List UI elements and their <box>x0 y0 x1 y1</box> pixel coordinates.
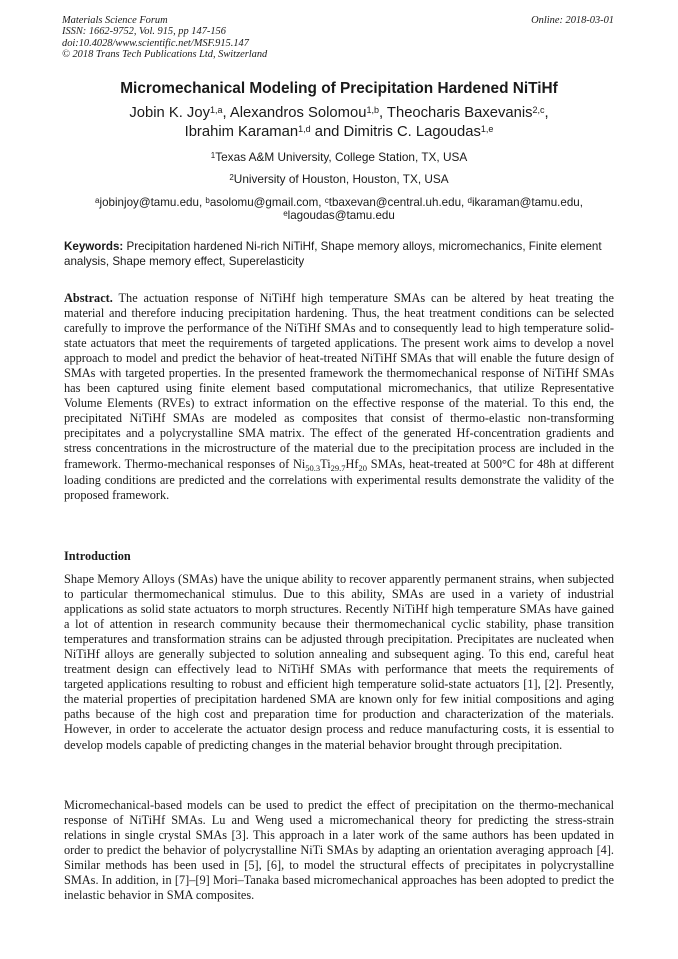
journal-header <box>62 15 267 61</box>
author-name: Jobin K. Joy <box>129 105 210 121</box>
email-sup: c <box>324 196 329 205</box>
affiliation-1 <box>40 151 638 164</box>
author-sup: 1,e <box>480 124 494 134</box>
affiliation-sup: 1 <box>210 151 216 160</box>
author-line-1 <box>40 104 638 123</box>
formula-hf: Hf <box>345 456 359 471</box>
email-link[interactable]: lagoudas@tamu.edu <box>287 209 395 222</box>
affiliation-text: Texas A&M University, College Station, TX, USA <box>215 150 468 164</box>
email-sep: , <box>198 196 206 209</box>
formula-ti: Ti <box>320 456 331 471</box>
author-list <box>40 104 638 142</box>
email-link[interactable]: asolomu@gmail.com <box>209 196 319 209</box>
email-sup: d <box>467 196 472 205</box>
paper-title: Micromechanical Modeling of Precipitation Hardened NiTiHf <box>120 80 558 97</box>
keywords-block <box>64 240 616 270</box>
author-sup: 1,d <box>298 124 311 134</box>
author-sup: 1,a <box>209 105 223 115</box>
author-name: Alexandros Solomou <box>229 105 367 121</box>
affiliation-text: University of Houston, Houston, TX, USA <box>233 172 449 186</box>
email-sep: , <box>318 196 325 209</box>
author-line-2 <box>40 123 638 142</box>
formula-hf-sub: 20 <box>358 462 368 473</box>
email-sup: b <box>205 196 210 205</box>
issn-line: ISSN: 1662-9752, Vol. 915, pp 147-156 <box>62 26 226 38</box>
email-sup: a <box>95 196 100 205</box>
author-sep: , <box>544 105 549 121</box>
formula-ni: Ni <box>292 456 306 471</box>
formula-ti-sub: 29.7 <box>330 462 346 473</box>
email-link[interactable]: ikaraman@tamu.edu, <box>471 196 583 209</box>
author-sep: and <box>310 124 344 140</box>
introduction-paragraph-1: Shape Memory Alloys (SMAs) have the unique ability to recover apparently permanent strains, when subjected to particular thermomechanical stimulus. Due to this ability, SMAs are used in a variety of industrial applications as solid state actuators to morph structures. Recently NiTiHf high temperature SMAs have gained a lot of attention in research community because their thermomechanical cyclic stability, phase transition temperatures and transformation strains can be adjusted through precipitation. Precipitates are nucleated when NiTiHf alloys are generally subjected to solution annealing and subsequent aging. To this end, careful heat treatment design can effectively lead to NiTiHf SMAs with performance that meets the requirements of targeted applications resulting to robust and efficient high temperature solid-state actuators [1], [2]. Presently, the material properties of precipitation hardened SMA are known only for few initial compositions and aging paths because of the high cost and preparation time for production and characterization of the materials. However, in order to accelerate the actuator design process and reduce manufacturing costs, it is essential to develop models capable of predicting changes in the material behavior brought through precipitation. <box>64 572 614 752</box>
author-sup: 1,b <box>366 105 379 115</box>
keywords-text: Precipitation hardened Ni-rich NiTiHf, Shape memory alloys, micromechanics, Finite element analysis, Shape memory effect, Superelasticity <box>64 240 602 268</box>
email-link[interactable]: tbaxevan@central.uh.edu <box>328 196 462 209</box>
introduction-paragraph-2: Micromechanical-based models can be used to predict the effect of precipitation on the thermo-mechanical response of NiTiHf SMAs. Lu and Weng used a micromechanical theory for predicting the stress-strain relations in single crystal SMAs [3]. This approach in a later work of the same authors has been updated in order to predict the behavior of polycrystalline NiTi SMAs by adapting an orientation averaging approach [4]. Similar methods has been used in [5], [6], to model the structural effects of precipitates in polycrystalline SMAs. In addition, in [7]–[9] Mori–Tanaka based micromechanical approaches has been adopted to predict the inelastic behavior in SMA composites. <box>64 798 614 903</box>
abstract-text-2: SMAs, heat-treated at 500°C for 48h at different loading conditions are predicted and the correlations with experimental results demonstrate the validity of the proposed framework. <box>64 456 615 502</box>
keywords-label: Keywords: <box>64 240 124 253</box>
author-name: Dimitris C. Lagoudas <box>343 124 481 140</box>
copyright-line: © 2018 Trans Tech Publications Ltd, Switzerland <box>62 49 268 61</box>
email-link[interactable]: jobinjoy@tamu.edu <box>99 196 199 209</box>
journal-name: Materials Science Forum <box>62 15 168 26</box>
abstract-text-1: The actuation response of NiTiHf high temperature SMAs can be altered by heat treating the material and therefore inducing precipitation hardening. Thus, the heat treatment conditions can be selected carefully to improve the performance of the NiTiHf SMAs and to consequently lead to high temperature solid-state actuators that meet the requirements of targeted applications. The present work aims to develop a novel approach to model and predict the behavior of heat-treated NiTiHf SMAs that will enable the future design of SMAs with targeted properties. In the presented framework the thermomechanical response of NiTiHf SMAs has been captured using finite element based computational micromechanics, that utilize Representative Volume Elements (RVEs) to extract information on the effective response of the material. To this end, the precipitated NiTiHf SMAs are modeled as composites that consist of thermo-elastic non-transforming precipitates and a polycrystalline SMA matrix. The effect of the generated Hf-concentration gradients and stress concentrations in the microstructure of the material due to the precipitation process are included in the framework. Thermo-mechanical responses of <box>64 291 614 471</box>
email-sup: e <box>283 209 288 218</box>
email-line-2 <box>40 209 638 222</box>
affiliation-2 <box>40 173 638 186</box>
abstract-paragraph <box>64 291 614 503</box>
email-list <box>40 196 638 222</box>
author-name: Ibrahim Karaman <box>184 124 299 140</box>
online-date: Online: 2018-03-01 <box>531 15 614 26</box>
email-sep: , <box>461 196 468 209</box>
author-sup: 2,c <box>532 105 545 115</box>
affiliation-sup: 2 <box>229 173 234 182</box>
author-sep: , <box>222 105 230 121</box>
email-line-1 <box>40 196 638 209</box>
formula-ni-sub: 50.3 <box>305 462 321 473</box>
abstract-label: Abstract. <box>64 291 113 305</box>
doi-line: doi:10.4028/www.scientific.net/MSF.915.147 <box>62 37 249 49</box>
author-sep: , <box>378 105 387 121</box>
author-name: Theocharis Baxevanis <box>386 105 533 121</box>
introduction-heading: Introduction <box>64 549 131 563</box>
